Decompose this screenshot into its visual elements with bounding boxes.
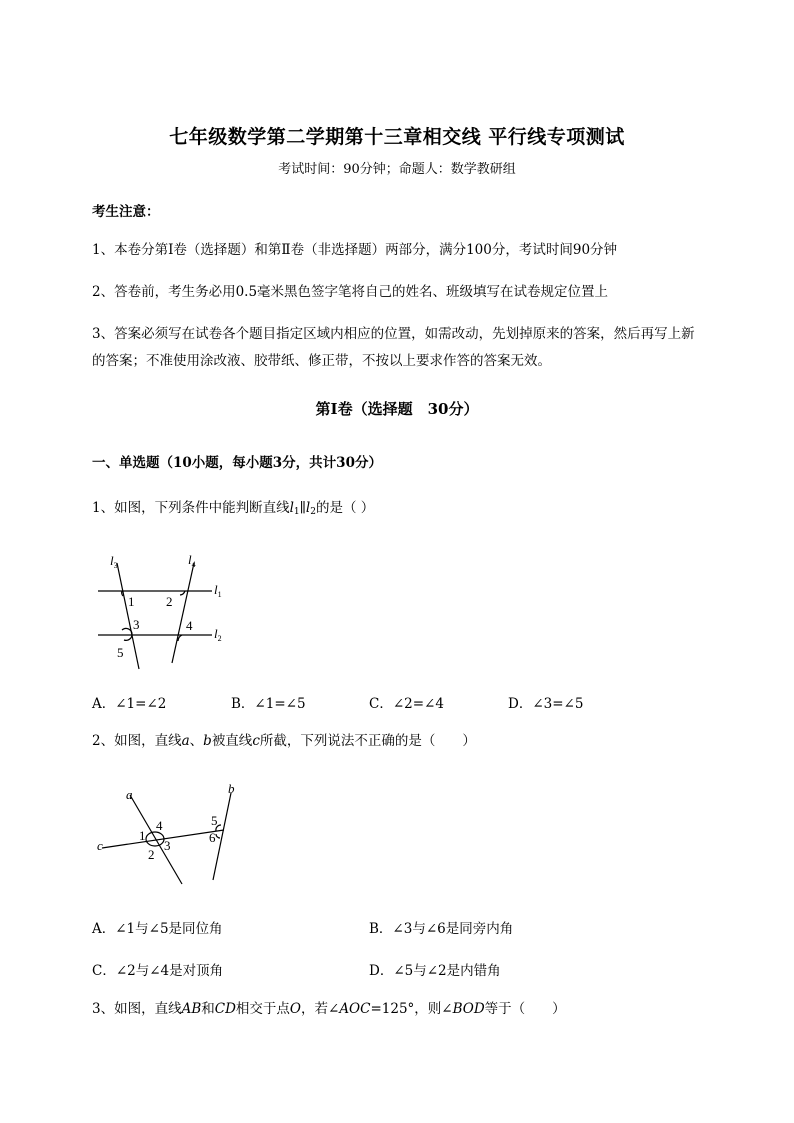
fig2-angle-5: 5 bbox=[211, 813, 218, 828]
fig2-angle-4: 4 bbox=[156, 818, 163, 833]
q1-option-c[interactable]: C．∠2=∠4 bbox=[369, 696, 444, 712]
notice-heading: 考生注意： bbox=[92, 204, 160, 220]
page-title: 七年级数学第二学期第十三章相交线 平行线专项测试 bbox=[169, 126, 625, 148]
q2-option-c[interactable]: C．∠2与∠4是对顶角 bbox=[92, 963, 224, 979]
fig1-label-l1: $l_1$ bbox=[214, 582, 222, 599]
notice-item-1: 1、本卷分第I卷（选择题）和第Ⅱ卷（非选择题）两部分，满分100分，考试时间90分钟 bbox=[92, 242, 618, 258]
fig1-label-l2: $l_2$ bbox=[214, 626, 222, 643]
question-2-text: 2、如图，直线a、b被直线c所截，下列说法不正确的是（ ） bbox=[92, 733, 476, 749]
question-1-figure bbox=[90, 545, 240, 675]
q2-option-b[interactable]: B．∠3与∠6是同旁内角 bbox=[369, 921, 514, 937]
fig1-label-l4: $l_4$ bbox=[188, 552, 196, 569]
fig1-angle-1: 1 bbox=[128, 594, 135, 609]
fig2-angle-1: 1 bbox=[139, 828, 146, 843]
exam-info: 考试时间：90分钟；命题人：数学教研组 bbox=[278, 162, 516, 177]
question-3-text: 3、如图，直线AB和CD相交于点O，若∠AOC=125°，则∠BOD等于（ ） bbox=[92, 1001, 566, 1017]
question-2-figure bbox=[90, 778, 250, 890]
q2-option-a[interactable]: A．∠1与∠5是同位角 bbox=[92, 921, 223, 937]
notice-item-2: 2、答卷前，考生务必用0.5毫米黑色签字笔将自己的姓名、班级填写在试卷规定位置上 bbox=[92, 284, 609, 300]
part-title: 一、单选题（10小题，每小题3分，共计30分） bbox=[92, 455, 382, 471]
fig2-angle-6: 6 bbox=[209, 830, 216, 845]
q1-option-d[interactable]: D．∠3=∠5 bbox=[508, 696, 584, 712]
fig1-label-l3: $l_3$ bbox=[110, 553, 118, 570]
fig1-angle-3: 3 bbox=[133, 617, 140, 632]
fig2-angle-3: 3 bbox=[164, 838, 171, 853]
section-title: 第I卷（选择题 30分） bbox=[315, 400, 479, 418]
notice-item-3: 3、答案必须写在试卷各个题目指定区域内相应的位置，如需改动，先划掉原来的答案，然后再写上新 bbox=[92, 326, 695, 342]
question-1-text: 1、如图，下列条件中能判断直线$l_1\parallel l_2$的是（ ） bbox=[92, 500, 375, 517]
fig1-angle-5: 5 bbox=[117, 645, 124, 660]
notice-item-3-cont: 的答案；不准使用涂改液、胶带纸、修正带，不按以上要求作答的答案无效。 bbox=[92, 353, 551, 369]
fig1-angle-2: 2 bbox=[166, 594, 173, 609]
fig2-label-a: a bbox=[126, 787, 133, 802]
q2-option-d[interactable]: D．∠5与∠2是内错角 bbox=[369, 963, 501, 979]
fig2-label-c: c bbox=[97, 838, 103, 853]
fig1-angle-4: 4 bbox=[186, 618, 193, 633]
fig2-angle-2: 2 bbox=[148, 847, 155, 862]
q1-option-a[interactable]: A．∠1=∠2 bbox=[92, 696, 167, 712]
fig2-label-b: b bbox=[228, 781, 235, 796]
q1-option-b[interactable]: B．∠1=∠5 bbox=[231, 696, 306, 712]
